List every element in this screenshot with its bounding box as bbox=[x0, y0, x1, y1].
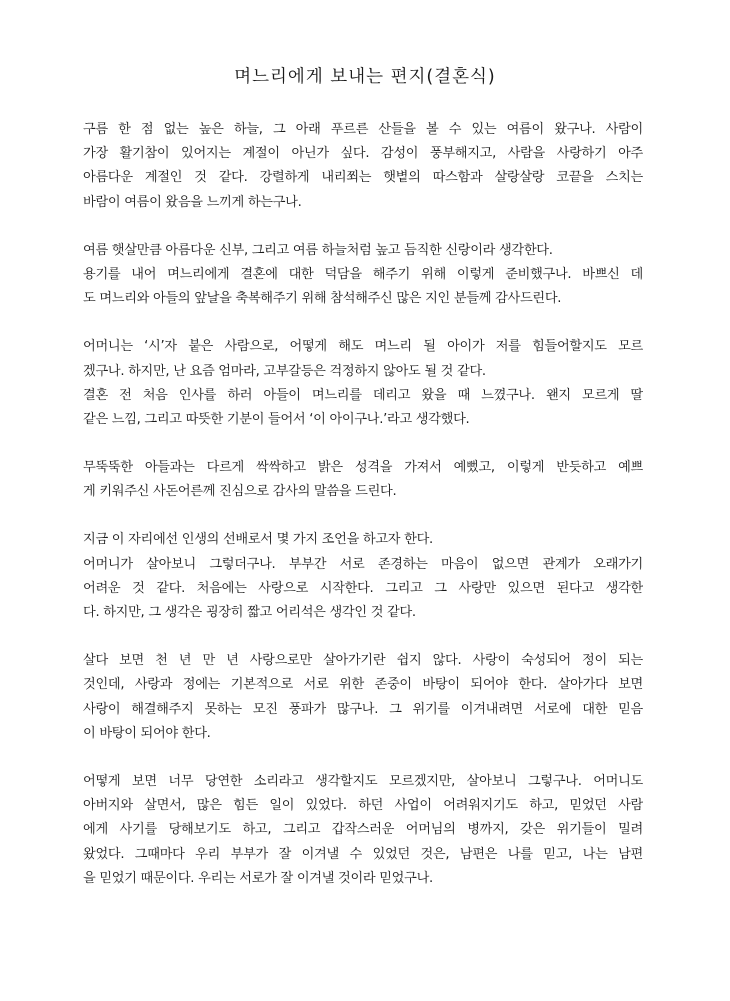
paragraph-line: 도 며느리와 아들의 앞날을 축복해주기 위해 참석해주신 많은 지인 분들께 감사드린다. bbox=[83, 291, 562, 307]
paragraph-6 bbox=[83, 649, 643, 746]
paragraph-line: 게 키워주신 사돈어른께 진심으로 감사의 말씀을 드린다. bbox=[83, 484, 397, 500]
paragraph-3 bbox=[83, 335, 643, 432]
paragraph-line: 어머니는 ‘시’자 붙은 사람으로, 어떻게 해도 며느리 될 아이가 저를 힘들어할지도 모르 bbox=[83, 339, 643, 355]
paragraph-line: 을 믿었기 때문이다. 우리는 서로가 잘 이겨낼 것이라 믿었구나. bbox=[83, 870, 433, 886]
paragraph-line: 사랑이 해결해주지 못하는 모진 풍파가 많구나. 그 위기를 이겨내려면 서로에 대한 믿음 bbox=[83, 701, 643, 717]
paragraph-line: 지금 이 자리에선 인생의 선배로서 몇 가지 조언을 하고자 한다. bbox=[83, 532, 433, 548]
paragraph-line: 어떻게 보면 너무 당연한 소리라고 생각할지도 모르겠지만, 살아보니 그렇구나. 어머니도 bbox=[83, 773, 643, 789]
paragraph-line: 바람이 여름이 왔음을 느끼게 하는구나. bbox=[83, 194, 302, 210]
letter-body bbox=[83, 118, 643, 915]
paragraph-line: 것인데, 사랑과 정에는 기본적으로 서로 위한 존중이 바탕이 되어야 한다. 살아가다 보면 bbox=[83, 677, 643, 693]
paragraph-line: 무뚝뚝한 아들과는 다르게 싹싹하고 밝은 성격을 가져서 예뻤고, 이렇게 반듯하고 예쁘 bbox=[83, 460, 643, 476]
paragraph-4 bbox=[83, 456, 643, 504]
paragraph-line: 같은 느낌, 그리고 따뜻한 기분이 들어서 ‘이 아이구나.’라고 생각했다. bbox=[83, 411, 470, 427]
paragraph-line: 왔었다. 그때마다 우리 부부가 잘 이겨낼 수 있었던 것은, 남편은 나를 믿고, 나는 남편 bbox=[83, 846, 643, 862]
paragraph-line: 용기를 내어 며느리에게 결혼에 대한 덕담을 해주기 위해 이렇게 준비했구나. 바쁘신 데 bbox=[83, 266, 643, 282]
paragraph-line: 어머니가 살아보니 그렇더구나. 부부간 서로 존경하는 마음이 없으면 관계가 오래가기 bbox=[83, 556, 643, 572]
paragraph-line: 이 바탕이 되어야 한다. bbox=[83, 725, 211, 741]
paragraph-line: 겠구나. 하지만, 난 요즘 엄마라, 고부갈등은 걱정하지 않아도 될 것 같다. bbox=[83, 363, 486, 379]
paragraph-line: 결혼 전 처음 인사를 하러 아들이 며느리를 데리고 왔을 때 느꼈구나. 왠지 모르게 딸 bbox=[83, 387, 643, 403]
paragraph-line: 어려운 것 같다. 처음에는 사랑으로 시작한다. 그리고 그 사랑만 있으면 된다고 생각한 bbox=[83, 580, 643, 596]
paragraph-line: 아름다운 계절인 것 같다. 강렬하게 내리쬐는 햇볕의 따스함과 살랑살랑 코끝을 스치는 bbox=[83, 170, 643, 186]
paragraph-7 bbox=[83, 770, 643, 891]
paragraph-line: 가장 활기참이 있어지는 계절이 아닌가 싶다. 감성이 풍부해지고, 사람을 사랑하기 아주 bbox=[83, 146, 643, 162]
paragraph-line: 여름 햇살만큼 아름다운 신부, 그리고 여름 하늘처럼 높고 듬직한 신랑이라 생각한다. bbox=[83, 242, 553, 258]
paragraph-1 bbox=[83, 118, 643, 215]
paragraph-line: 아버지와 살면서, 많은 힘든 일이 있었다. 하던 사업이 어려워지기도 하고, 믿었던 사람 bbox=[83, 798, 643, 814]
page-title: 며느리에게 보내는 편지(결혼식) bbox=[234, 67, 496, 87]
paragraph-line: 다. 하지만, 그 생각은 굉장히 짧고 어리석은 생각인 것 같다. bbox=[83, 605, 416, 620]
paragraph-2 bbox=[83, 239, 643, 312]
paragraph-5 bbox=[83, 528, 643, 625]
paragraph-line: 에게 사기를 당해보기도 하고, 그리고 갑작스러운 어머님의 병까지, 갖은 위기들이 밀려 bbox=[83, 822, 643, 838]
paragraph-line: 구름 한 점 없는 높은 하늘, 그 아래 푸르른 산들을 볼 수 있는 여름이 왔구나. 사람이 bbox=[83, 122, 643, 137]
paragraph-line: 살다 보면 천 년 만 년 사랑으로만 살아가기란 쉽지 않다. 사랑이 숙성되어 정이 되는 bbox=[83, 653, 643, 669]
